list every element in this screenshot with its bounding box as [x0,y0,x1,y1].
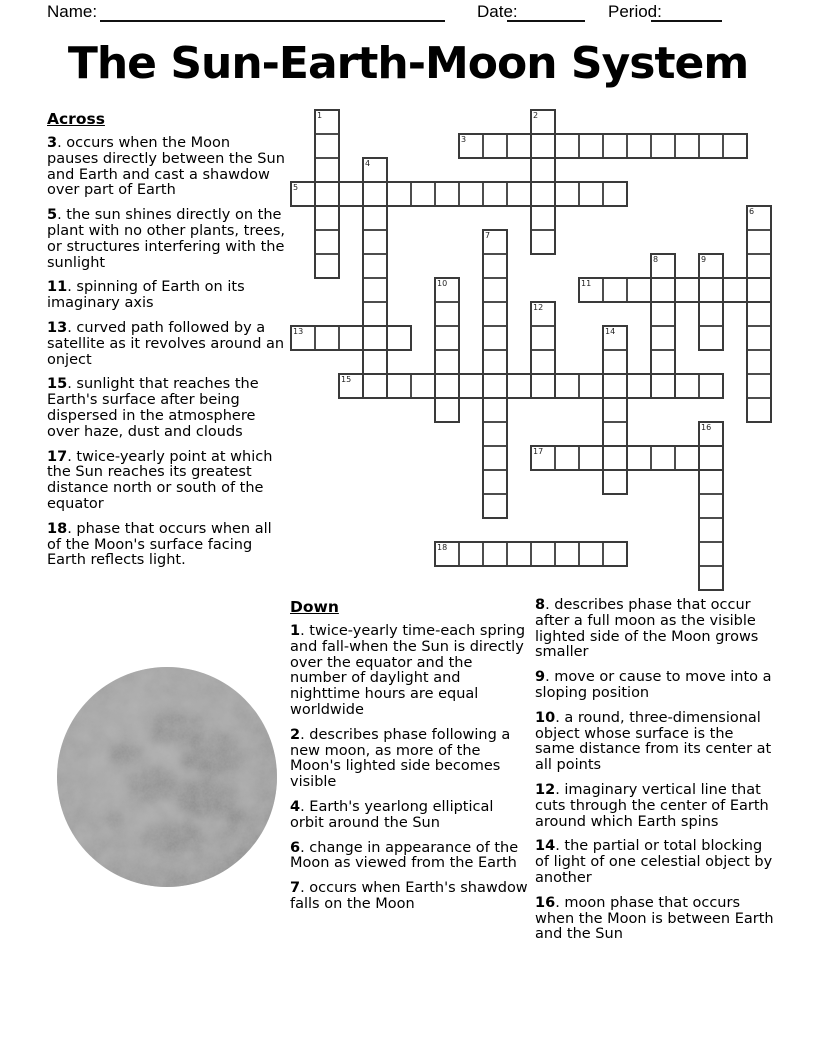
down-clue-2: 2. describes phase following a new moon, as more of the Moon's lighted side becomes visible [290,726,511,791]
clue-number: 16 [535,894,556,911]
down-clue-10: 10. a round, three-dimensional object whose surface is the same distance from its center at all points [535,709,772,774]
clue-number: 7 [290,880,301,897]
down-clue-6: 6. change in appearance of the Moon as viewed from the Earth [290,839,519,872]
name-blank-line [100,1,445,22]
cell-number: 1 [317,111,323,120]
cell-number: 18 [437,543,448,552]
entry-outline-6-down [746,205,772,423]
clue-number: 10 [535,709,556,726]
period-label: Period: [608,2,662,21]
clue-number: 13 [47,319,68,336]
entry-outline-10-down [434,277,460,423]
clue-number: 14 [535,838,556,855]
entry-outline-15-across [338,373,724,399]
down-clue-16: 16. moon phase that occurs when the Moon is between Earth and the Sun [535,894,774,943]
across-clue-list [47,136,285,569]
down-section-column-2 [535,598,777,952]
cell-number: 7 [485,231,491,240]
clue-number: 15 [47,376,68,393]
date-label: Date: [477,2,518,21]
cell-number: 13 [293,327,304,336]
down-clue-1: 1. twice-yearly time-each spring and fall-when the Sun is directly over the equator and the number of daylight and nighttime hours are equal worldwide [290,623,526,718]
down-heading: Down [290,598,339,616]
down-clue-14: 14. the partial or total blocking of light of one celestial object by another [535,838,773,886]
across-clue-17: 17. twice-yearly point at which the Sun reaches its greatest distance north or south of the equator [47,448,273,512]
cell-number: 16 [701,423,712,432]
clue-number: 6 [290,839,301,856]
cell-number: 4 [365,159,371,168]
clue-number: 17 [47,448,68,465]
clue-number: 5 [47,207,58,224]
entry-outline-5-across [290,181,628,207]
cell-number: 5 [293,183,299,192]
entry-outline-13-across [290,325,412,351]
date-blank-line [507,1,585,22]
name-label: Name: [47,2,98,21]
cell-number: 8 [653,255,659,264]
across-section [47,110,285,578]
across-clue-11: 11. spinning of Earth on its imaginary axis [47,279,245,312]
clue-number: 1 [290,623,301,639]
across-clue-18: 18. phase that occurs when all of the Moon's surface facing Earth reflects light. [47,520,272,569]
down-clue-list-1 [290,624,528,913]
across-clue-13: 13. curved path followed by a satellite as it revolves around an onject [47,319,285,368]
across-clue-5: 5. the sun shines directly on the plant with no other plants, trees, or structures interfering with the sunlight [47,207,285,271]
clue-number: 3 [47,135,58,151]
down-clue-8: 8. describes phase that occur after a full moon as the visible lighted side of the Moon grows smaller [535,597,759,661]
cell-number: 6 [749,207,755,216]
entry-outline-18-across [434,541,628,567]
cell-number: 14 [605,327,616,336]
down-section-column-1 [290,598,528,922]
across-heading: Across [47,110,105,128]
cell-number: 12 [533,303,544,312]
clue-number: 8 [535,597,546,613]
cell-number: 3 [461,135,467,144]
period-blank-line [651,1,722,22]
across-clue-15: 15. sunlight that reaches the Earth's surface after being dispersed in the atmosphere over haze, dust and clouds [47,376,259,440]
cell-number: 11 [581,279,592,288]
cell-number: 9 [701,255,707,264]
cell-number: 2 [533,111,539,120]
crossword-grid [291,110,771,590]
page-title: The Sun-Earth-Moon System [67,38,749,89]
full-moon-image [56,666,278,888]
entry-outline-11-across [578,277,772,303]
down-clue-4: 4. Earth's yearlong elliptical orbit around the Sun [290,798,494,831]
clue-number: 18 [47,520,68,537]
clue-number: 4 [290,798,301,815]
entry-outline-17-across [530,445,724,471]
cell-number: 15 [341,375,352,384]
clue-number: 12 [535,781,556,798]
cell-number: 10 [437,279,448,288]
down-clue-list-2 [535,598,777,943]
cell-number: 17 [533,447,544,456]
clue-number: 2 [290,726,301,743]
down-clue-9: 9. move or cause to move into a sloping position [535,669,772,701]
entry-outline-3-across [458,133,748,159]
down-clue-7: 7. occurs when Earth's shawdow falls on the Moon [290,880,528,912]
clue-number: 11 [47,279,68,296]
down-clue-12: 12. imaginary vertical line that cuts through the center of Earth around which Earth spins [535,781,769,830]
clue-number: 9 [535,669,546,686]
across-clue-3: 3. occurs when the Moon pauses directly between the Sun and Earth and cast a shawdow over part of Earth [47,135,285,199]
